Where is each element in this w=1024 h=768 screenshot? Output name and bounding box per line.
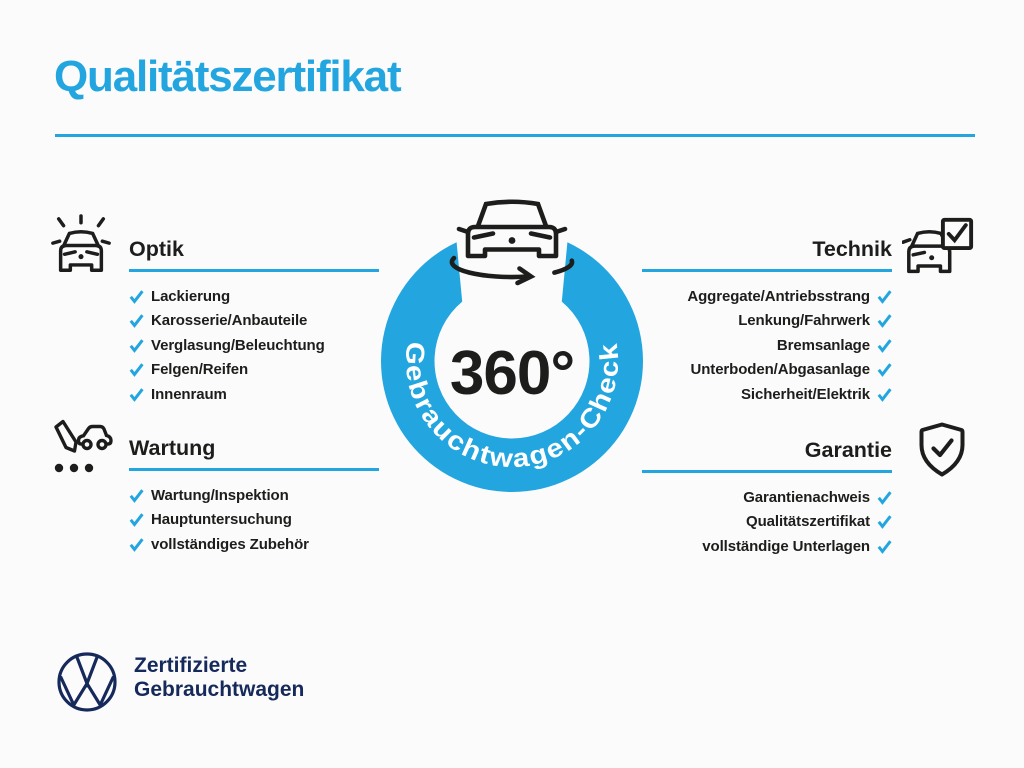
technik-checklist <box>642 284 892 407</box>
section-title-technik: Technik <box>812 237 892 261</box>
check-icon <box>129 313 144 328</box>
check-icon <box>129 387 144 402</box>
checklist-item-label: Lackierung <box>151 287 231 305</box>
checklist-item-label: Innenraum <box>151 385 227 403</box>
checklist-item-label: Garantienachweis <box>743 488 870 506</box>
checklist-item <box>129 382 379 407</box>
section-optik <box>129 236 379 407</box>
checklist-item-label: Unterboden/Abgasanlage <box>690 361 870 379</box>
check-icon <box>877 387 892 402</box>
checklist-item <box>129 309 379 334</box>
checklist-item <box>642 333 892 358</box>
title-divider <box>55 134 975 137</box>
checklist-item-label: Lenkung/Fahrwerk <box>738 312 870 330</box>
degree-label: 360° <box>449 339 575 408</box>
check-icon <box>877 490 892 505</box>
service-checklist-car-icon <box>47 416 113 478</box>
section-underline <box>642 269 892 272</box>
section-technik <box>642 236 892 407</box>
checklist-item-label: Qualitätszertifikat <box>746 513 870 531</box>
section-title-optik: Optik <box>129 237 184 261</box>
checklist-item <box>642 358 892 383</box>
optik-checklist <box>129 284 379 407</box>
section-title-garantie: Garantie <box>804 438 892 462</box>
vw-logo <box>55 650 119 714</box>
shield-check-icon <box>913 421 971 483</box>
checklist-item <box>129 358 379 383</box>
checklist-item <box>129 532 379 557</box>
checklist-item-label: Verglasung/Beleuchtung <box>151 336 325 354</box>
page-title: Qualitätszertifikat <box>54 52 401 101</box>
car-checkbox-icon <box>902 216 976 282</box>
checklist-item <box>642 309 892 334</box>
checklist-item-label: Hauptuntersuchung <box>151 511 292 529</box>
checklist-item-label: Sicherheit/Elektrik <box>741 385 870 403</box>
checklist-item-label: vollständige Unterlagen <box>702 537 870 555</box>
badge-360-check <box>362 192 662 509</box>
footer-claim-line2: Gebrauchtwagen <box>134 678 305 701</box>
checklist-item <box>642 510 892 535</box>
section-title-wartung: Wartung <box>129 436 216 460</box>
wartung-checklist <box>129 483 379 557</box>
checklist-item <box>129 333 379 358</box>
checklist-item <box>129 284 379 309</box>
car-shine-icon <box>49 213 113 281</box>
checklist-item <box>129 508 379 533</box>
section-underline <box>129 468 379 471</box>
checklist-item-label: vollständiges Zubehör <box>151 535 309 553</box>
checklist-item <box>642 284 892 309</box>
section-underline <box>129 269 379 272</box>
checklist-item-label: Karosserie/Anbauteile <box>151 312 308 330</box>
checklist-item <box>642 534 892 559</box>
section-garantie <box>642 437 892 559</box>
check-icon <box>877 514 892 529</box>
car-360-rotate-icon <box>452 202 572 283</box>
check-icon <box>877 539 892 554</box>
checklist-item-label: Felgen/Reifen <box>151 361 249 379</box>
check-icon <box>877 289 892 304</box>
checklist-item-label: Wartung/Inspektion <box>151 486 289 504</box>
check-icon <box>129 338 144 353</box>
checklist-item <box>642 485 892 510</box>
footer-claim <box>134 654 304 702</box>
checklist-item-label: Aggregate/Antriebsstrang <box>687 287 870 305</box>
garantie-checklist <box>642 485 892 559</box>
footer-claim-line1: Zertifizierte <box>134 654 248 677</box>
check-icon <box>129 512 144 527</box>
check-icon <box>129 488 144 503</box>
check-icon <box>877 313 892 328</box>
section-underline <box>642 470 892 473</box>
check-icon <box>877 362 892 377</box>
check-icon <box>129 289 144 304</box>
checklist-item <box>129 483 379 508</box>
ring-label: Gebrauchtwagen-Check <box>399 340 625 474</box>
check-icon <box>877 338 892 353</box>
checklist-item-label: Bremsanlage <box>776 336 870 354</box>
checklist-item <box>642 382 892 407</box>
check-icon <box>129 537 144 552</box>
section-wartung <box>129 435 379 557</box>
check-icon <box>129 362 144 377</box>
